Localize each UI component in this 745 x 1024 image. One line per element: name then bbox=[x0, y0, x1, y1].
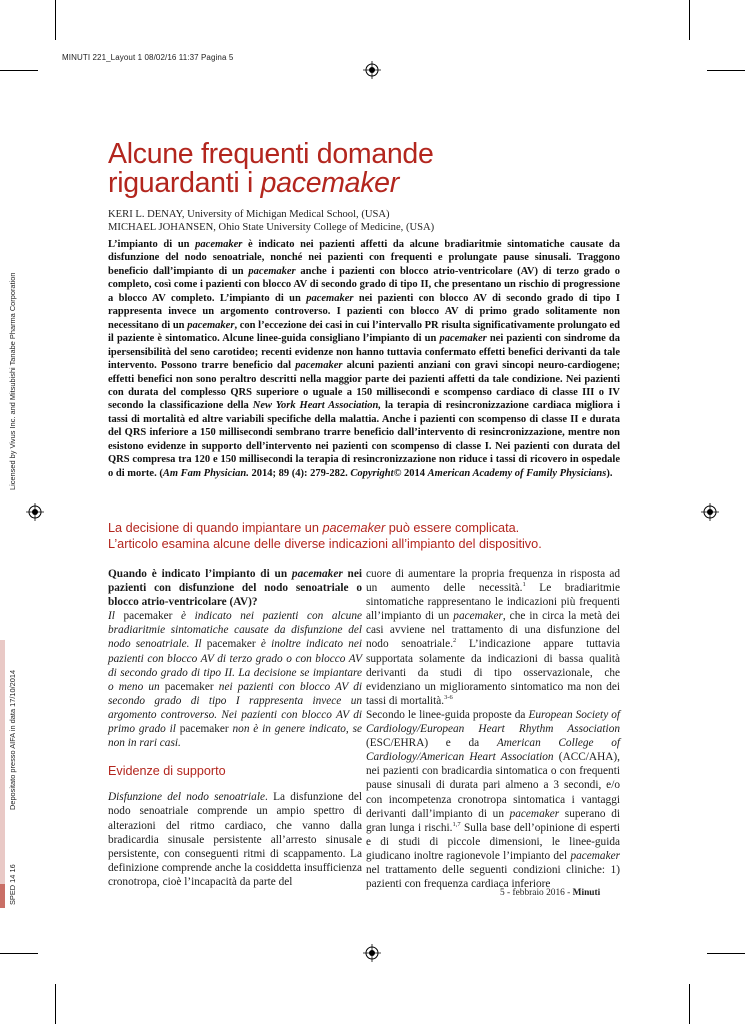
answer: Il pacemaker è indicato nei pazienti con alcune bradiaritmie sintomatiche causate da disfunzione del nodo senoatriale. Il pacemaker è inoltre indicato nei pazienti con blocco AV di terzo grado o con blocco AV di secondo grado di tipo II. La decisione se impiantare o meno un pacemaker nei pazienti con blocco AV di secondo grado di tipo I rappresenta invece un argomento controverso. Nei pazienti con blocco AV di primo grado il pacemaker non è in genere indicato, se non in rari casi. bbox=[108, 610, 363, 750]
license-note: Licensed by Vivus Inc. and Mitsubishi Tanabe Pharma Corporation bbox=[8, 272, 17, 490]
side-color-bar bbox=[0, 884, 5, 908]
crop-mark bbox=[55, 0, 56, 40]
lead-text: La decisione di quando impiantare un pacemaker può essere complicata. L’articolo esamina alcune delle diverse indicazioni all’impianto del dispositivo. bbox=[108, 521, 542, 551]
print-slug: MINUTI 221_Layout 1 08/02/16 11:37 Pagina 5 bbox=[62, 53, 234, 62]
paragraph: cuore di aumentare la propria frequenza in risposta ad un aumento delle necessità.$^1$ Le bradiaritmie sintomatiche rappresentano le indicazioni più frequenti all’impianto di un pacemaker, che in circa la metà dei casi avviene nel trattamento di una disfunzione del nodo senoatriale.$^2$ L’indicazione appare tuttavia supportata solamente da indicazioni di bassa qualità derivanti da studi di tipo osservazionale, che evidenziano un miglioramento sintomatico ma non dei tassi di mortalità.$^{3-6}$ bbox=[366, 568, 620, 707]
section-heading: Evidenze di supporto bbox=[108, 764, 226, 779]
crop-mark bbox=[689, 0, 690, 40]
registration-mark-icon bbox=[26, 503, 44, 521]
crop-mark bbox=[689, 984, 690, 1024]
crop-mark bbox=[55, 984, 56, 1024]
side-color-bar bbox=[0, 640, 5, 884]
column-right bbox=[366, 567, 620, 891]
page-footer: 5 - febbraio 2016 - Minuti bbox=[500, 888, 601, 898]
author-line: KERI L. DENAY, University of Michigan Medical School, (USA) bbox=[108, 209, 390, 220]
paragraph: Secondo le linee-guida proposte da European Society of Cardiology/European Heart Rhythm Association (ESC/EHRA) e da American College of Cardiology/American Heart Association (ACC/AHA), nei pazienti con bradicardia sintomatica o con frequenti pause sinusali di durata pari almeno a 3 secondi, e/o con incompetenza cronotropa sintomatica i vantaggi derivanti dall’impianto di un pacemaker superano di gran lunga i rischi.$^{1,7}$ Sulla base dell’opinione di esperti e di studi di piccole dimensioni, le linee-guida giudicano inoltre ragionevole l’impianto del pacemaker nel trattamento delle seguenti condizioni cliniche: 1) pazienti con frequenza cardiaca inferiore bbox=[366, 708, 620, 891]
question: Quando è indicato l’impianto di un pacemaker nei pazienti con disfunzione del nodo senoatriale o blocco atrio-ventricolare (AV)? bbox=[108, 568, 362, 609]
article-title: Alcune frequenti domande riguardanti i pacemaker bbox=[108, 138, 434, 199]
registration-mark-icon bbox=[701, 503, 719, 521]
crop-mark bbox=[0, 70, 38, 71]
column-left bbox=[108, 567, 362, 889]
crop-mark bbox=[707, 70, 745, 71]
registration-mark-icon bbox=[363, 61, 381, 79]
registration-mark-icon bbox=[363, 944, 381, 962]
crop-mark bbox=[707, 953, 745, 954]
author-line: MICHAEL JOHANSEN, Ohio State University College of Medicine, (USA) bbox=[108, 222, 435, 233]
deposit-note: Depositato presso AIFA in data 17/10/2014 bbox=[8, 669, 17, 810]
authors bbox=[108, 208, 434, 234]
abstract: L’impianto di un pacemaker è indicato nei pazienti affetti da alcune bradiaritmie sintomatiche causate da disfunzione del nodo senoatriale, nonché nei pazienti con frequenti e prolungate pause sinusali. Traggono beneficio dall’impianto di un pacemaker anche i pazienti con blocco atrio-ventricolare (AV) di terzo grado o completo, così come i pazienti con blocco AV di secondo grado di tipo II, che presentano un rischio di progressione a blocco AV completo. L’impianto di un pacemaker nei pazienti con blocco AV di secondo grado di tipo I rappresenta invece un argomento controverso. I pazienti con blocco AV di primo grado solitamente non necessitano di un pacemaker, con l’eccezione dei casi in cui l’intervallo PR risulta significativamente prolungato ed il paziente è sintomatico. Alcune linee-guida consigliano l’impianto di un pacemaker nei pazienti con sindrome da ipersensibilità del seno carotideo; recenti evidenze non hanno tuttavia confermato effetti benefici derivanti da tale intervento. Possono trarre beneficio dal pacemaker alcuni pazienti anziani con gravi sincopi neuro-cardiogene; effetti benefici non sono peraltro descritti nella maggior parte dei pazienti affetti da tale condizione. Nei pazienti con durata del complesso QRS superiore o uguale a 150 millisecondi e scompenso cardiaco di classe III o IV secondo la classificazione della New York Heart Association, la terapia di resincronizzazione cardiaca migliora i tassi di mortalità ed altre variabili specifiche della malattia. Anche i pazienti con scompenso di classe II e durata del QRS inferiore a 150 millisecondi sembrano trarre beneficio dall’intervento di resincronizzazione, mentre non esistono evidenze in supporto dell’intervento nei pazienti con scompenso di classe I. Nei pazienti con durata del QRS compresa tra 120 e 150 millisecondi la terapia di resincronizzazione non riduce i tassi di ricovero in ospedale o di morte. (Am Fam Physician. 2014; 89 (4): 279-282. Copyright© 2014 American Academy of Family Physicians). bbox=[108, 239, 621, 479]
sped-code: SPED 14 16 bbox=[8, 864, 17, 905]
crop-mark bbox=[0, 953, 38, 954]
paragraph: Disfunzione del nodo senoatriale. La disfunzione del nodo senoatriale comprende un ampio spettro di alterazioni del ritmo cardiaco, che vanno dalla bradicardia sinusale persistente all’arresto sinusale persistente, con conseguenti ritmi di scappamento. La definizione comprende anche la cosiddetta insufficienza cronotropa, cioè l’incapacità da parte del bbox=[108, 791, 362, 888]
